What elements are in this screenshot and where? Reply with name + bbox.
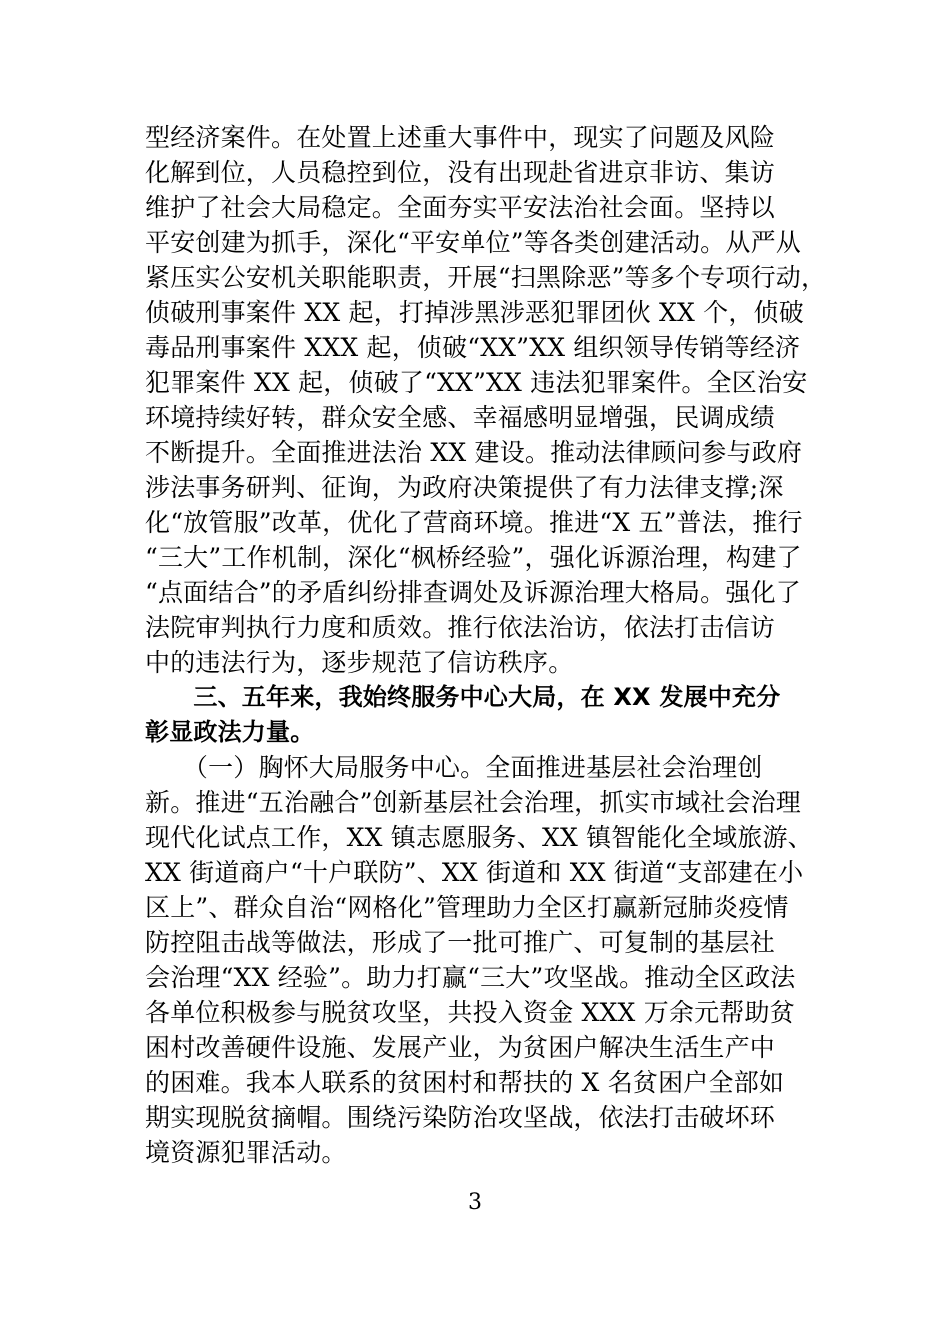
text-line: 防控阻击战等做法，形成了一批可推广、可复制的基层社 [145,928,776,957]
text-line: 化解到位，人员稳控到位，没有出现赴省进京非访、集访 [145,158,776,187]
text-line: 犯罪案件 XX 起，侦破了“XX”XX 违法犯罪案件。全区治安 [145,368,808,397]
text-line: 各单位积极参与脱贫攻坚，共投入资金 XXX 万余元帮助贫 [145,998,795,1027]
text-line: 法院审判执行力度和质效。推行依法治访，依法打击信访 [145,613,776,642]
text-line: 涉法事务研判、征询，为政府决策提供了有力法律支撑;深 [145,473,784,502]
section-heading-line: 三、五年来，我始终服务中心大局，在 XX 发展中充分 [145,683,781,711]
text-line: 维护了社会大局稳定。全面夯实平安法治社会面。坚持以 [145,193,776,222]
text-line: 会治理“XX 经验”。助力打赢“三大”攻坚战。推动全区政法 [145,963,796,992]
page-number: 3 [468,1190,482,1215]
body-text [145,120,825,1170]
text-line: 毒品刑事案件 XXX 起，侦破“XX”XX 组织领导传销等经济 [145,333,801,362]
text-line: 紧压实公安机关职能职责，开展“扫黑除恶”等多个专项行动， [145,263,827,292]
text-line: 区上”、群众自治“网格化”管理助力全区打赢新冠肺炎疫情 [145,893,789,922]
text-line: 的困难。我本人联系的贫困村和帮扶的 X 名贫困户全部如 [145,1068,785,1097]
text-line: 现代化试点工作，XX 镇志愿服务、XX 镇智能化全域旅游、 [145,823,813,852]
text-line: 境资源犯罪活动。 [145,1138,347,1167]
section-heading-line: 彰显政法力量。 [145,718,315,746]
text-line: 环境持续好转，群众安全感、幸福感明显增强，民调成绩 [145,403,776,432]
text-line: 期实现脱贫摘帽。围绕污染防治攻坚战，依法打击破坏环 [145,1103,776,1132]
text-line: 平安创建为抓手，深化“平安单位”等各类创建活动。从严从 [145,228,801,257]
text-line: 型经济案件。在处置上述重大事件中，现实了问题及风险 [145,123,776,152]
text-line: 新。推进“五治融合”创新基层社会治理，抓实市域社会治理 [145,788,801,817]
text-line: “点面结合”的矛盾纠纷排查调处及诉源治理大格局。强化了 [145,578,801,607]
text-line: “三大”工作机制，深化“枫桥经验”，强化诉源治理，构建了 [145,543,802,572]
text-line: 不断提升。全面推进法治 XX 建设。推动法律顾问参与政府 [145,438,803,467]
text-line: 困村改善硬件设施、发展产业，为贫困户解决生活生产中 [145,1033,776,1062]
text-line: 化“放管服”改革，优化了营商环境。推进“X 五”普法，推行 [145,508,803,537]
text-line: 中的违法行为，逐步规范了信访秩序。 [145,648,574,677]
text-line: XX 街道商户“十户联防”、XX 街道和 XX 街道“支部建在小 [145,858,804,887]
text-line: （一）胸怀大局服务中心。全面推进基层社会治理创 [145,753,763,782]
text-line: 侦破刑事案件 XX 起，打掉涉黑涉恶犯罪团伙 XX 个，侦破 [145,298,804,327]
